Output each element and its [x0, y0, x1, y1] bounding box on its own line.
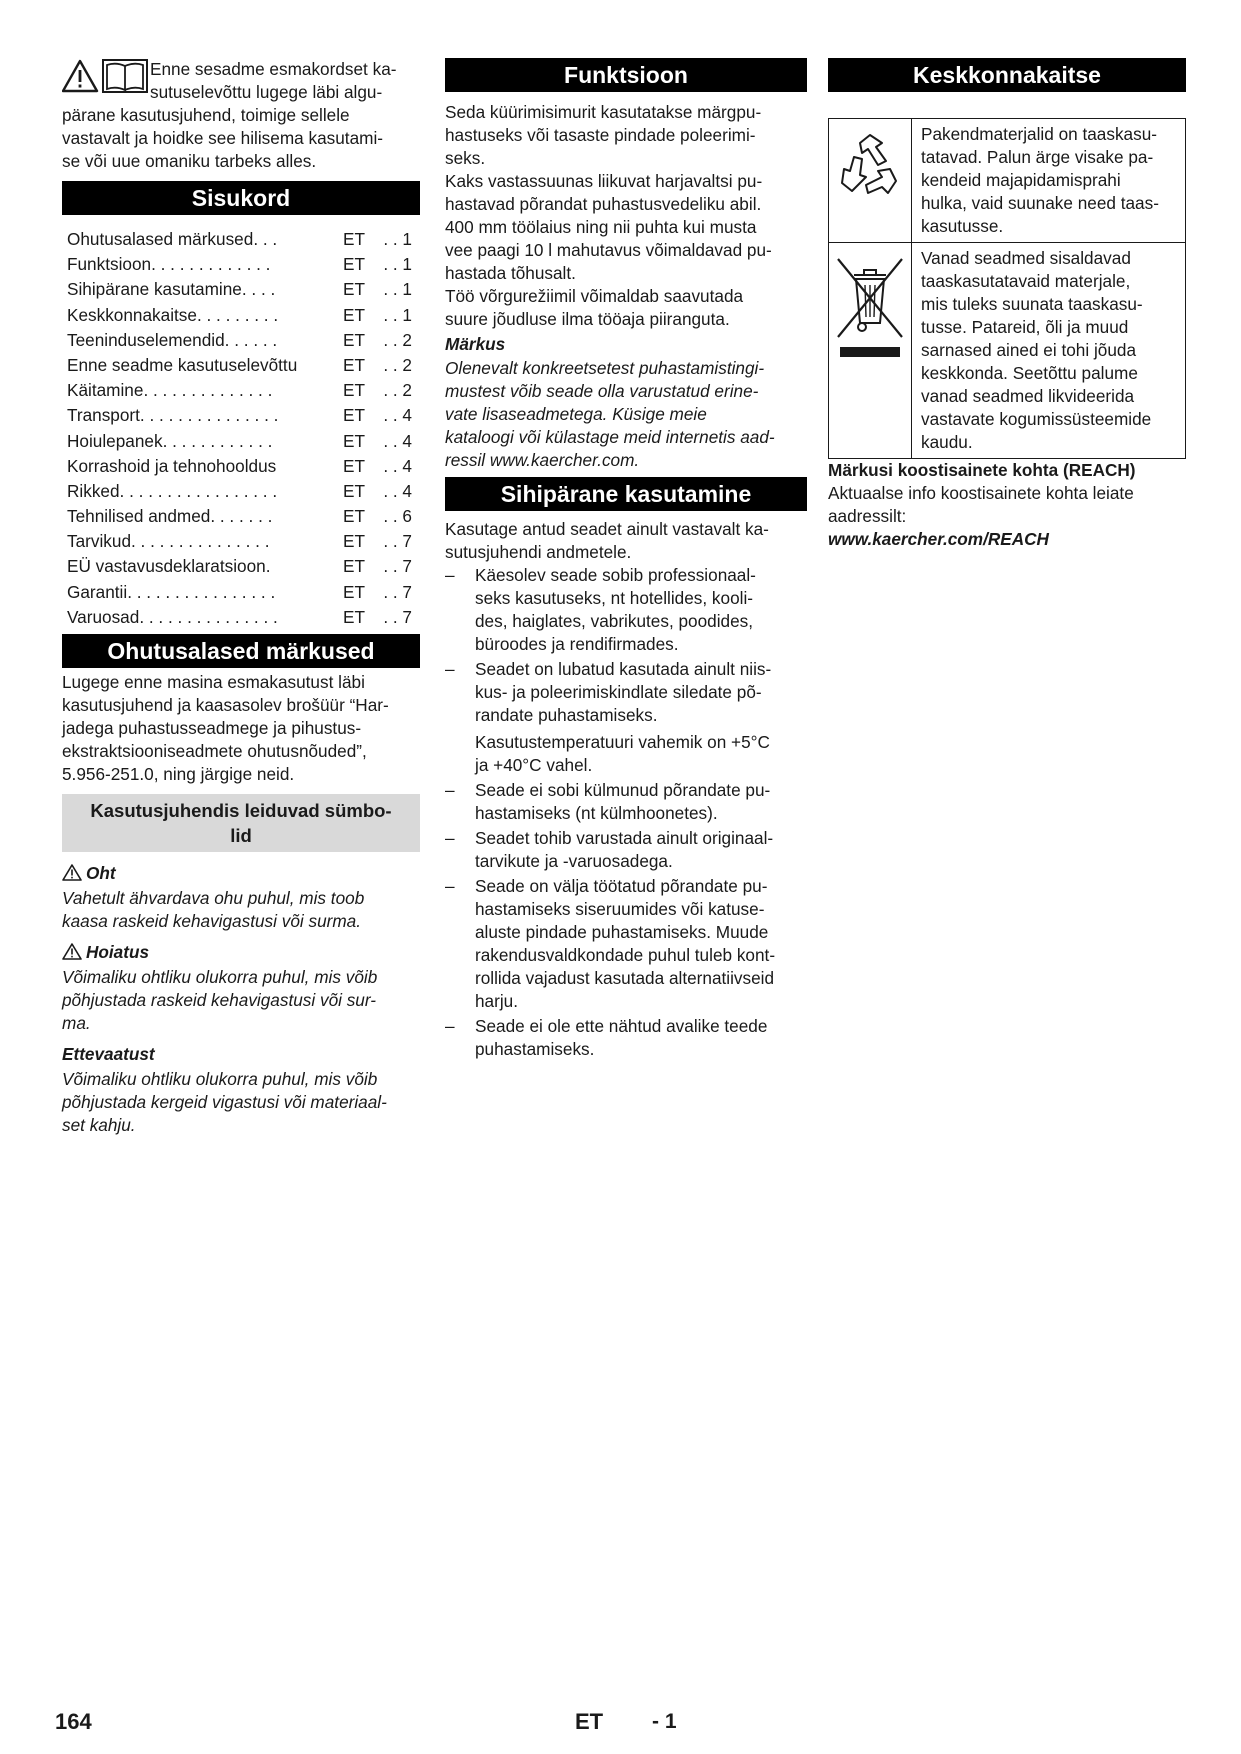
intended-use-intro: [445, 518, 807, 564]
table-row: [62, 454, 420, 479]
warning-triangle-icon: [62, 864, 82, 881]
danger-line: kaasa raskeid kehavigastusi või surma.: [62, 911, 362, 931]
toc-entry-title[interactable]: [62, 303, 333, 328]
list-item-line: Seadet tohib varustada ainult originaal-: [475, 828, 774, 848]
safety-line: 5.956-251.0, ning järgige neid.: [62, 764, 295, 784]
caution-text: [62, 1068, 420, 1137]
warning-line: põhjustada raskeid kehavigastusi või sur-: [62, 990, 377, 1010]
list-item: [445, 875, 807, 1013]
toc-entry-lang: ET: [343, 354, 365, 375]
list-item-line: Seadet on lubatud kasutada ainult niis-: [475, 659, 772, 679]
toc-entry-page: . . 4: [383, 455, 412, 476]
toc-entry-dots: . . . . . . .: [210, 506, 273, 527]
toc-entry-lang: ET: [343, 329, 365, 350]
list-item-line: des, haiglates, vabrikutes, poodides,: [475, 611, 754, 631]
list-item-line: rollida vajadust kasutada alternatiivseid: [475, 968, 775, 988]
toc-entry-title[interactable]: [62, 277, 333, 302]
safety-line: kasutusjuhend ja kaasasolev brošüür “Har-: [62, 695, 389, 715]
safety-heading: Ohutusalased märkused: [62, 634, 420, 668]
toc-entry-lang: ET: [343, 279, 365, 300]
list-item-line: Seade ei ole ette nähtud avalike teede: [475, 1016, 768, 1036]
warning-label: Hoiatus: [86, 942, 150, 962]
toc-entry-label: Korrashoid ja tehnohooldus: [67, 455, 277, 476]
reach-text: [828, 482, 1186, 528]
warning-line: ma.: [62, 1013, 91, 1033]
toc-entry-label: Funktsioon: [67, 254, 152, 275]
danger-label: Oht: [86, 863, 116, 883]
environment-table: [828, 118, 1186, 459]
list-item-line: Käesolev seade sobib professionaal-: [475, 565, 756, 585]
table-row: [62, 252, 420, 277]
reach-title: Märkusi koostisainete kohta (REACH): [828, 460, 1136, 480]
toc-entry-title[interactable]: [62, 328, 333, 353]
intro-line: vastavalt ja hoidke see hilisema kasutami-: [62, 128, 383, 148]
toc-entry-dots: . . . . . . . . . . . . . .: [143, 380, 273, 401]
list-item-line: rakendusvaldkondade puhul tuleb kont-: [475, 945, 776, 965]
toc-entry-lang: ET: [343, 506, 365, 527]
toc-entry-title[interactable]: [62, 479, 333, 504]
warning-triangle-icon: [62, 943, 82, 960]
list-item-line: randate puhastamiseks.: [475, 705, 658, 725]
env-line: vanad seadmed likvideerida: [921, 386, 1135, 406]
footer-lang: ET: [575, 1709, 604, 1734]
env-line: keskkonda. Seetõttu palume: [921, 363, 1138, 383]
intro-line: pärane kasutusjuhend, toimige sellele: [62, 105, 350, 125]
table-row: [62, 378, 420, 403]
note-label: Märkus: [445, 334, 506, 354]
page-number: 164: [55, 1709, 92, 1734]
toc-entry-lang: ET: [343, 304, 365, 325]
table-row: [829, 119, 1186, 243]
reach-line: Aktuaalse info koostisainete kohta leiate: [828, 483, 1134, 503]
table-cell-icon: [829, 119, 912, 243]
toc-entry-title[interactable]: [62, 378, 333, 403]
toc-entry-lang: ET: [343, 380, 365, 401]
environment-heading: Keskkonnakaitse: [828, 58, 1186, 92]
symbols-heading: [62, 794, 420, 852]
toc-entry-lang: ET: [343, 480, 365, 501]
toc-entry-page: . . 1: [383, 229, 412, 249]
safety-line: ekstraktsiooniseadmete ohutusnõuded”,: [62, 741, 367, 761]
intro-line: sutuselevõttu lugege läbi algu-: [150, 82, 383, 102]
toc-entry-dots: . . .: [253, 229, 278, 249]
toc-entry-dots: . . . . . .: [224, 329, 278, 350]
table-cell-text: [912, 119, 1186, 243]
table-row: [829, 243, 1186, 459]
toc-entry-page: . . 4: [383, 405, 412, 426]
list-item: [445, 827, 807, 873]
function-line: Seda küürimisimurit kasutatakse märgpu-: [445, 102, 762, 122]
intro-line: Enne sesadme esmakordset ka-: [150, 59, 397, 79]
footer-subpage: - 1: [652, 1710, 677, 1733]
table-row: [62, 353, 420, 378]
warning-line: Võimaliku ohtliku olukorra puhul, mis võib: [62, 967, 378, 987]
symbols-heading-line: Kasutusjuhendis leiduvad sümbo-: [90, 800, 392, 821]
toc-entry-label: Käitamine: [67, 380, 144, 401]
intended-use-list: [445, 564, 807, 1061]
table-cell-text: [912, 243, 1186, 459]
column-left: [62, 58, 420, 1137]
intro-block: [62, 58, 420, 173]
table-row: [62, 529, 420, 554]
toc-entry-label: Keskkonnakaitse: [67, 304, 197, 325]
toc-entry-page: . . 4: [383, 430, 412, 451]
note-line: Olenevalt konkreetsetest puhastamistingi-: [445, 358, 765, 378]
toc-entry-title[interactable]: [62, 353, 333, 378]
function-line: 400 mm töölaius ning nii puhta kui musta: [445, 217, 757, 237]
list-item-line: kus- ja poleerimiskindlate siledate põ-: [475, 682, 762, 702]
toc-entry-dots: . . . . . . . . .: [196, 304, 279, 325]
list-item: [445, 658, 807, 777]
toc-entry-lang: ET: [343, 581, 365, 602]
function-line: vee paagi 10 l mahutavus võimaldavad pu-: [445, 240, 772, 260]
list-item-line: Seade on välja töötatud põrandate pu-: [475, 876, 768, 896]
toc-entry-label: Tehnilised andmed: [67, 506, 211, 527]
intro-icons: [62, 58, 148, 94]
toc-entry-page: . . 2: [383, 380, 412, 401]
safety-line: Lugege enne masina esmakasutust läbi: [62, 672, 365, 692]
column-right: [828, 58, 1186, 551]
toc-entry-dots: . . . . . . . . . . . . . . .: [139, 405, 279, 426]
list-item-line: seks kasutuseks, nt hotellides, kooli-: [475, 588, 753, 608]
toc-entry-label: Tarvikud: [67, 531, 131, 552]
toc-entry-page: . . 1: [383, 279, 412, 300]
function-line: hastuseks või tasaste pindade poleerimi-: [445, 125, 756, 145]
toc-entry-page: . . 7: [383, 581, 412, 602]
toc-entry-label: Hoiulepanek: [67, 430, 163, 451]
toc-entry-title[interactable]: [62, 252, 333, 277]
toc-entry-lang: ET: [343, 606, 365, 627]
table-row: [62, 554, 420, 579]
toc-entry-dots: . . . . . . . . . . . . . . . . .: [119, 480, 278, 501]
list-item: [445, 1015, 807, 1061]
caution-line: Võimaliku ohtliku olukorra puhul, mis võib: [62, 1069, 378, 1089]
table-row: [62, 479, 420, 504]
function-line: seks.: [445, 148, 486, 168]
env-line: tusse. Patareid, õli ja muud: [921, 317, 1129, 337]
toc-entry-lang: ET: [343, 229, 365, 249]
table-row: [62, 227, 420, 252]
reach-line: aadressilt:: [828, 506, 907, 526]
function-line: suure jõudluse ilma tööaja piiranguta.: [445, 309, 730, 329]
toc-entry-label: EÜ vastavusdeklaratsioon: [67, 556, 266, 577]
toc-entry-title[interactable]: [62, 605, 333, 630]
danger-line: Vahetult ähvardava ohu puhul, mis toob: [62, 888, 365, 908]
function-line: Kaks vastassuunas liikuvat harjavaltsi pu-: [445, 171, 763, 191]
function-line: hastavad põrandat puhastusvedeliku abil.: [445, 194, 762, 214]
toc-entry-title[interactable]: [62, 580, 333, 605]
note-text: [445, 357, 807, 472]
safety-line: jadega puhastusseadmege ja pihustus-: [62, 718, 362, 738]
toc-entry-dots: . . . . . . . . . . . . . . . .: [127, 581, 276, 602]
note-line: kataloogi või külastage meid internetis aad-: [445, 427, 775, 447]
column-middle: [445, 58, 807, 1063]
toc-entry-title[interactable]: [62, 454, 333, 479]
symbols-heading-line: lid: [230, 825, 252, 846]
toc-entry-title[interactable]: [62, 227, 333, 252]
list-item: [445, 779, 807, 825]
list-item-extra: [475, 731, 807, 777]
toc-entry-page: . . 1: [383, 254, 412, 275]
safety-body: [62, 671, 420, 786]
toc-entry-page: . . 6: [383, 506, 412, 527]
toc-entry-lang: ET: [343, 455, 365, 476]
table-row: [62, 277, 420, 302]
list-item-line: ja +40°C vahel.: [475, 755, 593, 775]
intro-line: se või uue omaniku tarbeks alles.: [62, 151, 317, 171]
intended-use-heading: Sihipärane kasutamine: [445, 477, 807, 511]
toc-entry-dots: . . . . . . . . . . . . . . .: [139, 606, 278, 627]
env-line: tatavad. Palun ärge visake pa-: [921, 147, 1154, 167]
toc-entry-title[interactable]: [62, 529, 333, 554]
list-item-line: hastamiseks siseruumides või katuse-: [475, 899, 765, 919]
function-line: Töö võrgurežiimil võimaldab saavutada: [445, 286, 744, 306]
list-item-line: aluste pindade puhastamiseks. Muude: [475, 922, 769, 942]
table-row: [62, 605, 420, 630]
env-line: kaudu.: [921, 432, 973, 452]
function-line: hastada tõhusalt.: [445, 263, 576, 283]
list-item-line: Seade ei sobi külmunud põrandate pu-: [475, 780, 771, 800]
toc-entry-lang: ET: [343, 405, 365, 426]
caution-line: set kahju.: [62, 1115, 136, 1135]
table-cell-icon: [829, 243, 912, 459]
table-row: [62, 303, 420, 328]
toc-entry-lang: ET: [343, 531, 365, 552]
table-row: [62, 429, 420, 454]
toc-heading: Sisukord: [62, 181, 420, 215]
toc-entry-label: Sihipärane kasutamine: [67, 279, 242, 300]
toc-entry-label: Garantii: [67, 581, 128, 602]
reach-url[interactable]: www.kaercher.com/REACH: [828, 529, 1049, 549]
list-item-line: harju.: [475, 991, 518, 1011]
danger-label-line: [62, 862, 420, 885]
warning-text: [62, 966, 420, 1035]
toc-entry-label: Teeninduselemendid: [67, 329, 225, 350]
toc-entry-title[interactable]: [62, 429, 333, 454]
note-line: ressil www.kaercher.com.: [445, 450, 640, 470]
env-line: sarnased ained ei tohi jõuda: [921, 340, 1137, 360]
env-line: mis tuleks suunata taaskasu-: [921, 294, 1143, 314]
manual-book-icon: [103, 60, 147, 92]
toc-entry-label: Enne seadme kasutuselevõttu: [67, 354, 298, 375]
toc-entry-title[interactable]: [62, 554, 333, 579]
table-row: [62, 580, 420, 605]
warning-triangle-icon: [63, 61, 97, 91]
toc-entry-page: . . 1: [383, 304, 412, 325]
toc-entry-label: Rikked: [67, 480, 120, 501]
function-heading: Funktsioon: [445, 58, 807, 92]
list-item-line: Kasutustemperatuuri vahemik on +5°C: [475, 732, 770, 752]
crossed-bin-icon: [836, 253, 904, 357]
intended-use-line: sutusjuhendi andmetele.: [445, 542, 632, 562]
toc-entry-dots: . . . . . . . . . . . .: [162, 430, 273, 451]
table-row: [62, 504, 420, 529]
list-item-line: puhastamiseks.: [475, 1039, 595, 1059]
caution-line: põhjustada kergeid vigastusi või materiaal-: [62, 1092, 387, 1112]
list-item-line: büroodes ja rendifirmades.: [475, 634, 679, 654]
note-line: mustest võib seade olla varustatud erine-: [445, 381, 759, 401]
note-line: vate lisaseadmetega. Küsige meie: [445, 404, 707, 424]
toc-entry-dots: .: [265, 556, 271, 577]
toc-entry-page: . . 7: [383, 531, 412, 552]
toc-entry-label: Ohutusalased märkused: [67, 229, 254, 249]
toc-entry-page: . . 4: [383, 480, 412, 501]
list-item-line: tarvikute ja -varuosadega.: [475, 851, 673, 871]
warning-label-line: [62, 941, 420, 964]
env-line: Pakendmaterjalid on taaskasu-: [921, 124, 1157, 144]
toc-entry-dots: . . . .: [241, 279, 276, 300]
table-row: [62, 403, 420, 428]
toc-entry-label: Transport: [67, 405, 140, 426]
toc-entry-page: . . 2: [383, 329, 412, 350]
toc-table: [62, 227, 420, 630]
env-line: taaskasutatavaid materjale,: [921, 271, 1131, 291]
env-line: vastavate kogumissüsteemide: [921, 409, 1152, 429]
toc-entry-title[interactable]: [62, 403, 333, 428]
table-row: [62, 328, 420, 353]
recycle-icon: [838, 131, 902, 201]
danger-text: [62, 887, 420, 933]
toc-entry-lang: ET: [343, 430, 365, 451]
env-line: Vanad seadmed sisaldavad: [921, 248, 1131, 268]
toc-entry-page: . . 2: [383, 354, 412, 375]
intended-use-line: Kasutage antud seadet ainult vastavalt ka-: [445, 519, 769, 539]
toc-entry-lang: ET: [343, 556, 365, 577]
toc-entry-lang: ET: [343, 254, 365, 275]
toc-entry-label: Varuosad: [67, 606, 140, 627]
toc-entry-title[interactable]: [62, 504, 333, 529]
toc-entry-dots: . . . . . . . . . . . . .: [151, 254, 271, 275]
list-item-line: hastamiseks (nt külmhoonetes).: [475, 803, 718, 823]
toc-entry-page: . . 7: [383, 606, 412, 627]
list-item: [445, 564, 807, 656]
env-line: kasutusse.: [921, 216, 1004, 236]
toc-entry-page: . . 7: [383, 556, 412, 577]
function-body: [445, 101, 807, 331]
env-line: kendeid majapidamisprahi: [921, 170, 1121, 190]
toc-entry-dots: . . . . . . . . . . . . . . .: [131, 531, 270, 552]
env-line: hulka, vaid suunake need taas-: [921, 193, 1159, 213]
caution-label: Ettevaatust: [62, 1044, 155, 1064]
